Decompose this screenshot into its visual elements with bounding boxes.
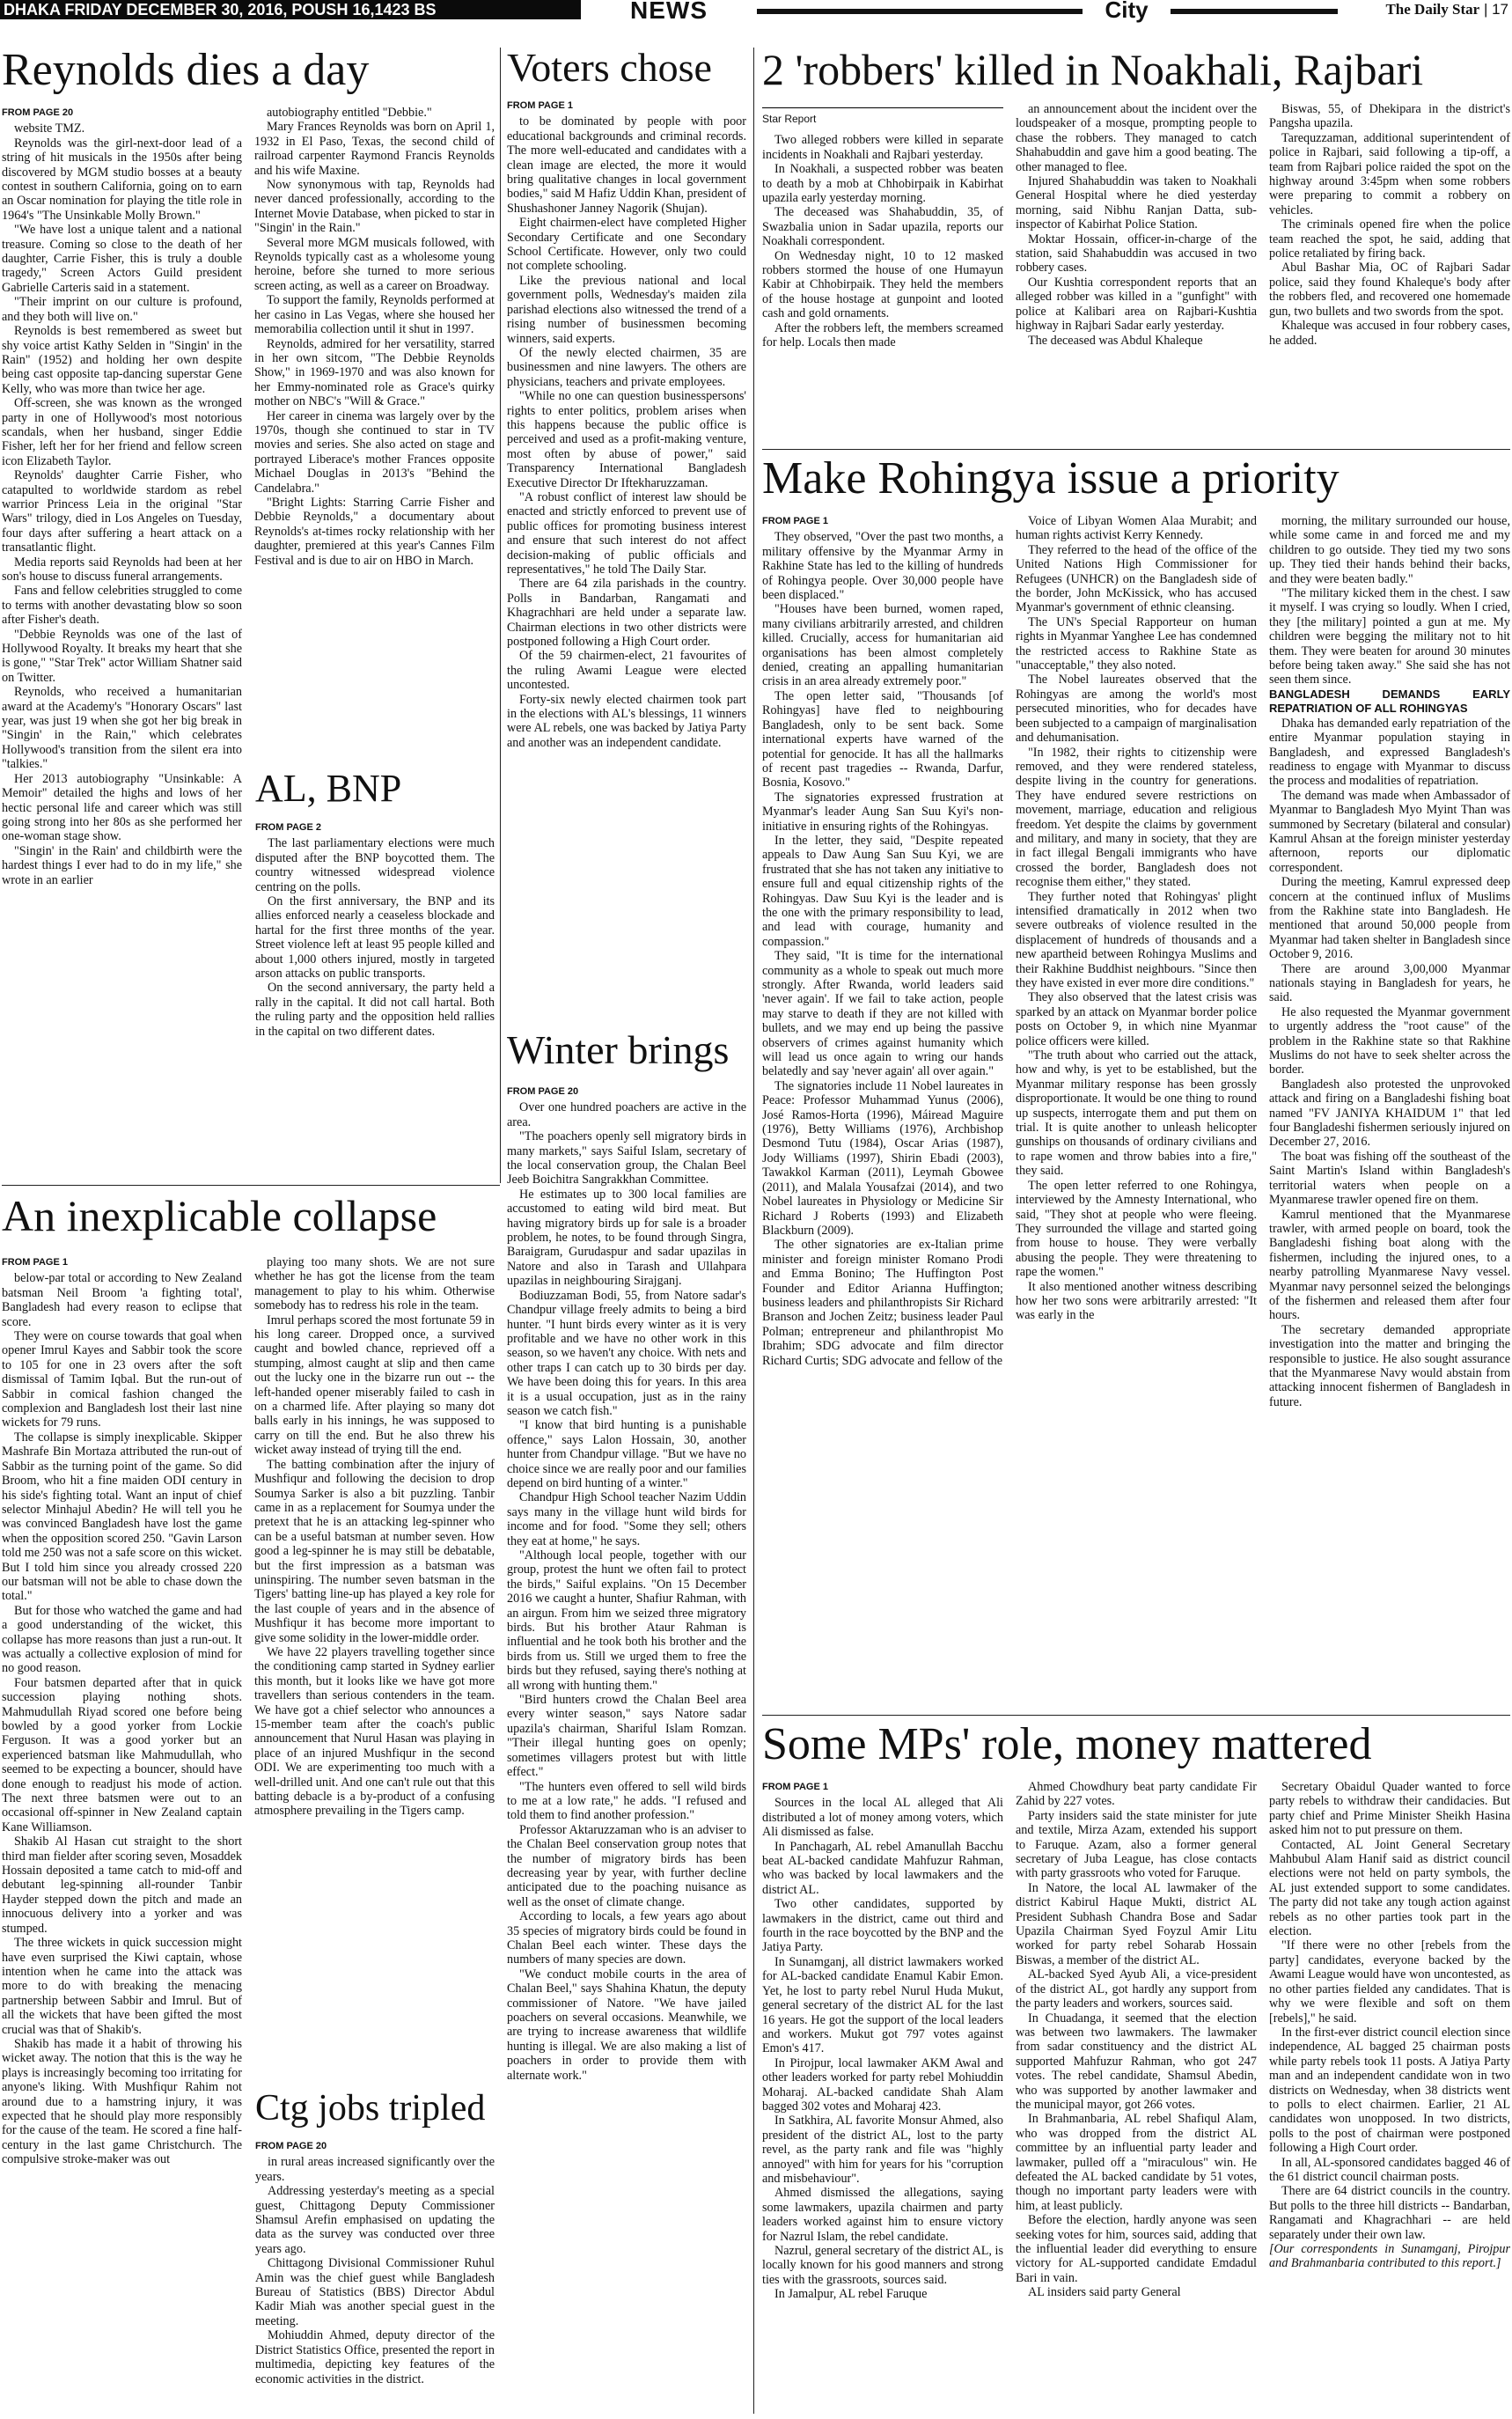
paragraph: Secretary Obaidul Quader wanted to force party rebels to withdraw their candidacies. But party chief and Prime Minister Sheikh Hasina asked him not to put pressure on them. xyxy=(1269,1780,1510,1838)
byline: Star Report xyxy=(762,107,1003,126)
paragraph: In all, AL-sponsored candidates bagged 46 of the 61 district council chairman posts. xyxy=(1269,2155,1510,2184)
jump-line: FROM PAGE 1 xyxy=(762,1782,828,1792)
jump-line: FROM PAGE 1 xyxy=(2,1257,68,1268)
paragraph: They also observed that the latest crisis was sparked by an attack on Myanmar border police posts on October 9, in which nine Myanmar police officers were killed. xyxy=(1016,990,1257,1048)
paragraph: Over one hundred poachers are active in the area. xyxy=(507,1100,746,1129)
paragraph: Reynolds, admired for her versatility, starred in her own sitcom, "The Debbie Reynolds Show," in 1969-1970 and was also known for her Emmy-nominated role as Grace's quirky mother on NBC's "Will & Grace." xyxy=(254,336,495,409)
column-body xyxy=(762,133,1003,349)
paragraph: Two alleged robbers were killed in separate incidents in Noakhali and Rajbari yesterday. xyxy=(762,133,1003,162)
paragraph: Four batsmen departed after that in quick succession playing nothing shots. Mahmudullah Riyad scored one before being bowled by a good yorker from Lockie Ferguson. It was a good yorker but an experienced batsman like Mahmudullah, who seemed to be expecting a bouncer, should have done enough to readjust his mode of action. The next three batsmen were out to an occasional off-spinner in New Zealand captain Kane Williamson. xyxy=(2,1675,242,1834)
paragraph: During the meeting, Kamrul expressed deep concern at the continued influx of Muslims from the Rakhine state into Bangladesh. He mentioned that around 50,000 people from Myanmar had taken shelter in Bangladesh since October 9, 2016. xyxy=(1269,875,1510,962)
article-column xyxy=(507,1085,746,2083)
paragraph: Kamrul mentioned that the Myanmarese trawler, with armed people on board, took the Bangladeshi fishing boat along with the fishermen, including the injured ones, to a nearby patrolling Myanmarese Navy vessel. Myanmar navy personnel seized the belongings of the fishermen and released them after four hours. xyxy=(1269,1207,1510,1323)
section-rule xyxy=(2,1185,500,1186)
paragraph: website TMZ. xyxy=(14,121,85,136)
paragraph: AL insiders said party General xyxy=(1028,2285,1181,2300)
paragraph: "If there were no other [rebels from the party] candidates, everyone backed by the Awami League would have won uncontested, as no other parties fielded any candidates. That is why we were flexible and soft on them [rebels]," he said. xyxy=(1269,1938,1510,2026)
paragraph: In Noakhali, a suspected robber was beaten to death by a mob at Chhobirpaik in Kabirhat upazila early yesterday morning. xyxy=(762,162,1003,206)
paragraph: Reynolds, who received a humanitarian award at the Academy's "Honorary Oscars" last year, was just 19 when she got her big break in "Singin' in the Rain," which celebrates Hollywood's transition from the silent era into "talkies." xyxy=(2,685,242,772)
header-rule xyxy=(757,9,1083,14)
paragraph: The demand was made when Ambassador of Myanmar to Bangladesh Myo Myint Than was summoned by Secretary (bilateral and consular) Kamrul Ahsan at the foreign minister yesterday afternoon, reports our diplomatic correspondent. xyxy=(1269,788,1510,875)
article-column xyxy=(1269,102,1510,350)
paragraph: The deceased was Abdul Khaleque xyxy=(1028,333,1203,348)
paragraph: On the second anniversary, the party held a rally in the capital. It did not call hartal. Both the ruling party and the opposition held rallies in the capital on two different dates. xyxy=(255,981,495,1039)
paragraph: to be dominated by people with poor educational backgrounds and criminal records. The more well-educated and candidates with a clean image are elected, the more it would bring qualitative changes in local government bodies," said M Hafiz Uddin Khan, president of Shushashoner Janney Nagorik (Shujan). xyxy=(507,114,746,216)
paragraph: Of the newly elected chairmen, 35 are businessmen and nine lawyers. The others are physicians, teachers and private employees. xyxy=(507,345,746,389)
paragraph: In Brahmanbaria, AL rebel Shafiqul Alam, who was dropped from the district AL committee by an influential party leader and lawmaker, pulled off a "miraculous" win. He defeated the AL backed candidate by 51 votes, though no important party leaders were with him, at least publicly. xyxy=(1016,2112,1257,2213)
article-robbers xyxy=(762,48,1510,445)
paragraph: In Jamalpur, AL rebel Faruque xyxy=(774,2287,928,2302)
paragraph: In Natore, the local AL lawmaker of the district Kabirul Haque Mukti, district AL President Subhash Chandra Bose and Sadar Upazila Chairman Syed Foyzul Amir Litu worked for party rebel Soharab Hossain Biswas, a member of the district AL. xyxy=(1016,1880,1257,1967)
paragraph: There are around 3,00,000 Myanmar nationals staying in Bangladesh for years, he said. xyxy=(1269,961,1510,1005)
paragraph: Two other candidates, supported by lawmakers in the district, came out third and fourth in the race boycotted by the BNP and the Jatiya Party. xyxy=(762,1897,1003,1955)
paragraph: "We have lost a unique talent and a national treasure. Coming so close to the death of her daughter, Carrie Fisher, this is truly a double tragedy," Screen Actors Guild president Gabrielle Carteris said in a statement. xyxy=(2,223,242,295)
paragraph: The signatories include 11 Nobel laureates in Peace: Professor Muhammad Yunus (2006), José Ramos-Horta (1996), Máiread Maguire (1976), Betty Williams (1976), Archbishop Desmond Tutu (1984), Oscar Arias (1987), Jody Williams (1997), Shirin Ebadi (2003), Tawakkol Karman (2011), Leymah Gbowee (2011), and Malala Yousafzai (2014), and two Nobel laureates in Physiology or Medicine Sir Richard J Roberts (1993) and Elizabeth Blackburn (2009). xyxy=(762,1078,1003,1238)
paragraph: Reynolds was the girl-next-door lead of a string of hit musicals in the 1950s after being discovered by MGM studio bosses at a beauty contest in southern California, going on to earn an Oscar nomination for playing the title role in 1964's "The Unsinkable Molly Brown." xyxy=(2,136,242,223)
subheading: BANGLADESH DEMANDS EARLY REPATRIATION OF ALL ROHINGYAS xyxy=(1269,687,1510,716)
paragraph: Biswas, 55, of Dhekipara in the district's Pangsha upazila. xyxy=(1269,102,1510,131)
paragraph: morning, the military surrounded our house, while some came in and forced me and my children to go outside. They tied my two sons up. They tied their hands behind their backs, and they were beaten badly." xyxy=(1269,514,1510,586)
header-rule-2 xyxy=(1171,9,1338,14)
article-column xyxy=(254,1255,495,2167)
paragraph: We have 22 players travelling together since the conditioning camp started in Sydney earlier this month, but it looks like we have got more travellers than serious contenders in the team. We have got a chief selector who announces a 15-member team after the coach's public announcement that Nurul Hasan was playing in place of an injured Mushfiqur in the second ODI. We are experimenting too much with a well-drilled unit. And one can't rule out that this batting debacle is a by-product of a confusing atmosphere prevailing in the Tigers camp. xyxy=(254,1644,495,1819)
column-rule xyxy=(753,48,754,2414)
article-column xyxy=(1016,514,1257,1409)
paragraph: The deceased was Shahabuddin, 35, of Swazbalia union in Sadar upazila, reports our Noakhali correspondent. xyxy=(762,205,1003,249)
paragraph: According to locals, a few years ago about 35 species of migratory birds could be found in Chalan Beel each winter. These days the numbers of many species are down. xyxy=(507,1909,746,1967)
paragraph: Eight chairmen-elect have completed Higher Secondary Certificate and one Secondary School Certificate. However, only two could not complete schooling. xyxy=(507,216,746,274)
section-rule xyxy=(762,449,1510,450)
paragraph: They observed, "Over the past two months, a military offensive by the Myanmar Army in Rakhine State has led to the killing of hundreds of Rohingya people. Over 30,000 people have been displaced." xyxy=(762,530,1003,603)
city-label: City xyxy=(1105,0,1149,23)
paragraph: The three wickets in quick succession might have even surprised the Kiwi captain, whose intention when he came into the attack was more to do with breaking the menacing partnership between Sabbir and Imrul. But of all the wickets that have been gifted the most crucial was that of Shakib's. xyxy=(2,1936,242,2037)
jump-line: FROM PAGE 20 xyxy=(507,1086,579,1097)
paragraph: "Bird hunters crowd the Chalan Beel area every winter season," says Natore sadar upazila's chairman, Shariful Islam Romzan. "Their illegal hunting goes on openly; sometimes villagers protest but with little effect." xyxy=(507,1693,746,1780)
paragraph: Like the previous national and local government polls, Wednesday's maiden zila parishad elections also witnessed the trend of a rising number of businessmen becoming winners, said experts. xyxy=(507,273,746,346)
paragraph: The last parliamentary elections were much disputed after the BNP boycotted them. The country witnessed widespread violence centring on the polls. xyxy=(255,836,495,894)
masthead-right xyxy=(1338,0,1512,19)
paragraph: Dhaka has demanded early repatriation of the entire Myanmar population staying in Bangladesh, and expressed Bangladesh's readiness to engage with Myanmar to discuss the process and modalities of repatriation. xyxy=(1269,716,1510,789)
page-header xyxy=(0,0,1512,24)
paragraph: Chittagong Divisional Commissioner Ruhul Amin was the chief guest while Bangladesh Bureau of Statistics (BBS) Director Abdul Kadir Miah was another special guest in the meeting. xyxy=(255,2256,495,2328)
paragraph: There are 64 district councils in the country. But polls to the three hill districts -- Bandarban, Rangamati and Khagrachhari -- are held separately under their own law. xyxy=(1269,2184,1510,2242)
paragraph: The secretary demanded appropriate investigation into the matter and bringing the responsible to justice. He also sought assurance that the Myanmarese Navy would abstain from attacking innocent fishermen of Bangladesh in future. xyxy=(1269,1322,1510,1409)
paragraph: Party insiders said the state minister for jute and textile, Mirza Azam, extended his support to Faruque. Azam, also a former general secretary of Juba League, has close contacts with party grassroots who voted for Faruque. xyxy=(1016,1808,1257,1881)
paragraph: "A robust conflict of interest law should be enacted and strictly enforced to prevent use of public offices for promoting business interest and ensure that such interest do not affect decision-making of public officials and representatives," he told The Daily Star. xyxy=(507,489,746,577)
paragraph: Mohiuddin Ahmed, deputy director of the District Statistics Office, presented the report in multimedia, depicting key features of the economic activities in the district. xyxy=(255,2328,495,2386)
paragraph: In the letter, they said, "Despite repeated appeals to Daw Aung San Suu Kyi, we are frustrated that she has not taken any initiative to ensure full and equal citizenship rights of the Rohingyas. Daw Suu Kyi is the leader and is the one with the primary responsibility to lead, and lead with courage, humanity and compassion." xyxy=(762,833,1003,949)
article-column xyxy=(1269,1780,1510,2302)
dateline-bar: DHAKA FRIDAY DECEMBER 30, 2016, POUSH 16,1423 BS xyxy=(0,0,581,19)
paragraph: In Sunamganj, all district lawmakers worked for AL-backed candidate Enamul Kabir Emon. Yet, he lost to party rebel Nurul Huda Mukut, general secretary of the district AL for the last 16 years. He got the support of the local leaders and workers. Mukut got 797 votes against Emon's 417. xyxy=(762,1954,1003,2056)
paragraph: Fans and fellow celebrities struggled to come to terms with another devastating blow so soon after Fisher's death. xyxy=(2,584,242,628)
paragraph: After the robbers left, the members screamed for help. Locals then made xyxy=(762,320,1003,350)
paragraph: Bodiuzzaman Bodi, 55, from Natore sadar's Chandpur village freely admits to being a bird hunter. "I hunt birds every winter as it is very profitable and we have no other work in this season, so we haven't any choice. With nets and other traps I can catch up to 30 birds per day. We have been doing this for years. In this area it is a usual occupation, just as in the rainy season we catch fish." xyxy=(507,1288,746,1418)
paragraph: There are 64 zila parishads in the country. Polls in Bandarban, Rangamati and Khagrachhari are held under a separate law. Chairman elections in two other districts were postponed following a High Court order. xyxy=(507,577,746,650)
article-column xyxy=(255,820,495,1039)
paragraph: Tarequzzaman, additional superintendent of police in Rajbari, said following a tip-off, a team from Rajbari police raided the spot on the highway around 3:45pm when some robbers were preparing to commit a robbery on vehicles. xyxy=(1269,130,1510,217)
paragraph: Ahmed Chowdhury beat party candidate Fir Zahid by 227 votes. xyxy=(1016,1780,1257,1809)
article-rohingya xyxy=(762,456,1510,1710)
paragraph: Ahmed dismissed the allegations, saying some lawmakers, upazila chairmen and party leaders worked against him to ensure victory for Nazrul Islam, the rebel candidate. xyxy=(762,2186,1003,2244)
paragraph: But for those who watched the game and had a good understanding of the wicket, this collapse has more reasons than just a run-out. It was actually a collective explosion of mind for no good reason. xyxy=(2,1603,242,1676)
paragraph: On Wednesday night, 10 to 12 masked robbers stormed the house of one Humayun Kabir at Chhobirpaik. They held the members of the house hostage at gunpoint and looted cash and gold ornaments. xyxy=(762,248,1003,321)
article-mps xyxy=(762,1722,1510,2414)
jump-line: FROM PAGE 1 xyxy=(507,100,573,111)
paragraph: They referred to the head of the office of the United Nations High Commissioner for Refugees (UNHCR) on the Bangladesh side of the border, John McKissick, who has accused Myanmar's government of ethnic cleansing. xyxy=(1016,542,1257,615)
paragraph: Addressing yesterday's meeting as a special guest, Chittagong Deputy Commissioner Shamsul Arefin emphasised on updating the data as the survey was conducted over three years ago. xyxy=(255,2184,495,2256)
paragraph: below-par total or according to New Zealand batsman Neil Broom 'a fighting total', Bangladesh had every reason to eclipse that score. xyxy=(2,1271,242,1329)
paragraph: The batting combination after the injury of Mushfiqur and following the decision to drop Soumya Sarker is also a bit puzzling. Tanbir came in as a replacement for Soumya under the pretext that he is an attacking leg-spinner who can be a useful batsman at number seven. How good a leg-spinner he is may still be debatable, but the first impression as a batsman was uninspiring. The number seven batsman in the Tigers' batting line-up has played a key role for the last couple of years and in the absence of Mushfiqur it has become more important to give some solidity in the lower-middle order. xyxy=(254,1457,495,1645)
paragraph: Sources in the local AL alleged that Ali distributed a lot of money among voters, which Ali dismissed as false. xyxy=(762,1796,1003,1840)
article-ctg xyxy=(255,2086,495,2414)
paragraph: It also mentioned another witness describing how her two sons were arbitrarily arrested: "It was early in the xyxy=(1016,1279,1257,1323)
article-column xyxy=(1269,514,1510,1409)
paragraph: Imrul perhaps scored the most fortunate 59 in his long career. Dropped once, a survived caught and bowled chance, reprieved off a stumping, almost caught at slip and then came out the lucky one in the bizarre run out -- the left-handed opener miserably failed to cash in on a charmed life. After playing so many dot balls early in his innings, he was supposed to carry on till the end. But he also threw his wicket away instead of trying till the end. xyxy=(254,1312,495,1458)
article-column xyxy=(1016,1780,1257,2302)
headline: Voters chose xyxy=(507,48,712,90)
paragraph: an announcement about the incident over the loudspeaker of a mosque, prompting people to chase the robbers. They managed to catch Shahabuddin and gave him a good beating. The other managed to flee. xyxy=(1016,102,1257,174)
paragraph: Several more MGM musicals followed, with Reynolds typically cast as a wholesome young heroine, before she turned to more serious screen acting, as well as a career on Broadway. xyxy=(254,235,495,293)
paragraph: Media reports said Reynolds had been at her son's house to discuss funeral arrangements. xyxy=(2,555,242,584)
paragraph: Of the 59 chairmen-elect, 21 favourites of the ruling Awami League were elected uncontested. xyxy=(507,649,746,693)
paragraph: "The hunters even offered to sell wild birds to me at a low rate," he adds. "I refused and told them to find another profession." xyxy=(507,1779,746,1823)
paragraph: In Satkhira, AL favorite Monsur Ahmed, also president of the district AL, lost to the party revel, as the party rank and file was "highly annoyed" with him for years for his "corruption and misbehaviour". xyxy=(762,2114,1003,2186)
paragraph: Professor Aktaruzzaman who is an adviser to the Chalan Beel conservation group notes that the number of migratory birds has been decreasing year by year, with further decline anticipated due to the poaching nuisance as well as the onset of climate change. xyxy=(507,1822,746,1909)
section-title: NEWS xyxy=(630,0,708,24)
headline: Ctg jobs tripled xyxy=(255,2090,486,2129)
paragraph: The criminals opened fire when the police team reached the spot, he said, adding that police retaliated by firing back. xyxy=(1269,217,1510,261)
jump-line: FROM PAGE 20 xyxy=(2,107,74,118)
paragraph: Forty-six newly elected chairmen took part in the elections with AL's blessings, 11 winners were AL rebels, one was backed by Jatiya Party and another was an independent candidate. xyxy=(507,692,746,750)
paragraph: "While no one can question businesspersons' rights to enter politics, problem arises when this happens because the public office is perceived and used as a profit-making venture, most often by abuse of power," said Transparency International Bangladesh Executive Director Dr Iftekharuzzaman. xyxy=(507,389,746,490)
headline: Make Rohingya issue a priority xyxy=(762,456,1340,504)
paragraph: Shakib Al Hasan cut straight to the short third man fielder after scoring seven, Mosaddek Hossain deposited a tame catch to mid-off and debutant leg-spinning all-rounder Tanbir Hayder stepped down the pitch and made an innocuous delivery into a yorker and was stumped. xyxy=(2,1834,242,1936)
paragraph: In Panchagarh, AL rebel Amanullah Bacchu beat AL-backed candidate Mahfuzur Rahman, who was backed by local lawmakers and the district AL. xyxy=(762,1839,1003,1897)
paragraph: Her 2013 autobiography "Unsinkable: A Memoir" detailed the highs and lows of her hectic personal life and career which was still going strong into her 80s as she performed her one-woman stage show. xyxy=(2,771,242,844)
headline: Winter brings xyxy=(507,1030,730,1072)
paragraph: Khaleque was accused in four robbery cases, he added. xyxy=(1269,319,1510,348)
headline: Some MPs' role, money mattered xyxy=(762,1722,1372,1769)
paragraph: "Their imprint on our culture is profound, and they both will live on." xyxy=(2,295,242,324)
paragraph: Voice of Libyan Women Alaa Murabit; and human rights activist Kerry Kennedy. xyxy=(1016,514,1257,543)
paragraph: In Chuadanga, it seemed that the election was between two lawmakers. The lawmaker from sadar constituency and the district AL supported Mahfuzur Rahman, who got 247 votes. The rebel candidate, Shamsul Abedin, who was supported by another lawmaker and the municipal mayor, got 266 votes. xyxy=(1016,2011,1257,2112)
paragraph: Chandpur High School teacher Nazim Uddin says many in the village hunt wild birds for income and for food. "Some they sell; others they eat at home," he says. xyxy=(507,1490,746,1548)
headline: 2 'robbers' killed in Noakhali, Rajbari xyxy=(762,48,1424,94)
paragraph: The other signatories are ex-Italian prime minister and foreign minister Romano Prodi and Emma Bonino; The Huffington Post Founder and Editor Arianna Huffington; business leaders and philanthropists Sir Richard Branson and Jochen Zeitz; business leader Paul Polman; entrepreneur and philanthropist Mo Ibrahim; SDG advocate and film director Richard Curtis; SDG advocate and fellow of the xyxy=(762,1238,1003,1368)
paragraph: The open letter referred to one Rohingya, interviewed by the Amnesty International, who said, "They shot at people who were fleeing. They surrounded the village and started going from house to house. They were verbally abusing the people. They were threatening to rape the women." xyxy=(1016,1178,1257,1280)
paragraph: "We conduct mobile courts in the area of Chalan Beel," says Shahina Khatun, the deputy commissioner of Natore. "We have jailed poachers on several occasions. Meanwhile, we are trying to increase awareness that wildlife hunting is illegal. We are also making a list of poachers in order to provide them with alternate work." xyxy=(507,1967,746,2083)
contributor-note: [Our correspondents in Sunamganj, Pirojpur and Brahmanbaria contributed to this report.] xyxy=(1269,2242,1510,2271)
page-number: | 17 xyxy=(1483,1,1508,18)
article-column xyxy=(762,514,1003,1409)
headline: AL, BNP xyxy=(255,769,402,810)
paragraph: Abul Bashar Mia, OC of Rajbari Sadar police, said they found Khaleque's body after the robbers fled, and recovered one homemade gun, two bullets and two swords from the spot. xyxy=(1269,261,1510,319)
article-column xyxy=(2,106,242,887)
jump-line: FROM PAGE 1 xyxy=(762,516,828,526)
paragraph: Contacted, AL Joint General Secretary Mahbubul Alam Hanif said as district council elections were not held on party symbols, the AL just extended support to some candidates. The party did not take any tough action against rebels as no other parties took part in the election. xyxy=(1269,1837,1510,1939)
paragraph: Shakib has made it a habit of throwing his wicket away. The notion that this is the way he plays is increasingly becoming too irritating for anyone's liking. With Mushfiqur Rahim not around due to a hamstring injury, it was expected that he should play more responsibly for the cause of the team. He scored a fine half-century in the last game Christchurch. The compulsive stroke-maker was out xyxy=(2,2036,242,2167)
article-column xyxy=(1016,102,1257,350)
paragraph: Injured Shahabuddin was taken to Noakhali General Hospital where he died yesterday morning, said Nibhu Ranjan Datta, sub-inspector of Kabirhat Police Station. xyxy=(1016,174,1257,232)
paragraph: Reynolds is best remembered as sweet but shy voice artist Kathy Selden in "Singin' in the Rain" (1952) and holding her own despite being cast opposite tap-dancing superstar Gene Kelly, who was more than twice her age. xyxy=(2,324,242,396)
paragraph: To support the family, Reynolds performed at her casino in Las Vegas, where she housed her memorabilia collection until it shut in 1997. xyxy=(254,293,495,337)
paragraph: They further noted that Rohingyas' plight intensified dramatically in 2012 when two severe outbreaks of violence resulted in the displacement of hundreds of thousands and a new apartheid between Rohingya Muslims and their Rakhine Buddhist neighbours. "Since then they have existed in ever more dire conditions." xyxy=(1016,889,1257,990)
paragraph: Moktar Hossain, officer-in-charge of the station, said Shahabuddin was accused in two robbery cases. xyxy=(1016,232,1257,276)
paragraph: "Singin' in the Rain' and childbirth were the hardest things I ever had to do in my life," she wrote in an earlier xyxy=(2,843,242,887)
paragraph: "The poachers openly sell migratory birds in many markets," says Saiful Islam, secretary of the local conservation group, the Chalan Beel Jeeb Boichitra Sangrakkhan Committee. xyxy=(507,1129,746,1187)
paragraph: in rural areas increased significantly over the years. xyxy=(255,2155,495,2184)
paragraph: They were on course towards that goal when opener Imrul Kayes and Sabbir took the score to 105 for one in 23 overs after the soft dismissal of Tamim Iqbal. But the run-out of Sabbir in comical fashion changed the complexion and Bangladesh lost their last nine wickets for 79 runs. xyxy=(2,1329,242,1430)
headline: Reynolds dies a day xyxy=(2,48,370,95)
article-al-bnp xyxy=(255,766,495,1162)
article-voters xyxy=(507,48,746,1025)
paragraph: In the first-ever district council election since independence, AL bagged 25 chairman posts while party rebels took 11 posts. A Jatiya Party man and an independent candidate won in two districts on Wednesday, when 38 districts went to polls to elect chairmen. Earlier, 21 AL candidates won unopposed. In two districts, polls to the post of chairman were postponed following a High Court order. xyxy=(1269,2025,1510,2156)
paragraph: He also requested the Myanmar government to urgently address the "root cause" of the problem in the Rakhine state so that Rakhine Muslims do not have to seek shelter across the border. xyxy=(1269,1004,1510,1077)
newspaper-logo: The Daily Star xyxy=(1385,1,1480,18)
jump-line: FROM PAGE 2 xyxy=(255,822,321,833)
jump-line: FROM PAGE 20 xyxy=(255,2141,327,2151)
paragraph: "In 1982, their rights to citizenship were removed, and they were rendered stateless, despite living in the country for generations. They have endured severe restrictions on movement, marriage, education and religious freedom. Yet despite the claims by government and military, and many in society, that they are in fact illegal Bengali immigrants who have crossed the border, Bangladesh does not recognise them either," they stated. xyxy=(1016,745,1257,890)
article-column xyxy=(2,1255,242,2167)
paragraph: "The military kicked them in the chest. I saw it myself. I was crying so loudly. When I cried, they [the military] pointed a gun at me. My children were begging the military not to hit them. They were beaten for around 30 minutes before being taken away." She said she has not seen them since. xyxy=(1269,586,1510,687)
paragraph: "Bright Lights: Starring Carrie Fisher and Debbie Reynolds," a documentary about Reynolds's at-times rocky relationship with her daughter, premiered at this year's Cannes Film Festival and is due to air on HBO in March. xyxy=(254,495,495,568)
paragraph: Reynolds' daughter Carrie Fisher, who catapulted to worldwide stardom as rebel warrior Princess Leia in the original "Star Wars" trilogy, died in Los Angeles on Tuesday, four days after suffering a heart attack on a transatlantic flight. xyxy=(2,468,242,555)
paragraph: "Houses have been burned, women raped, many civilians arbitrarily arrested, and children killed. Crucially, access for humanitarian aid organisations has been almost completely denied, creating an appalling humanitarian crisis in an area already extremely poor." xyxy=(762,602,1003,689)
paragraph: Now synonymous with tap, Reynolds had never danced professionally, according to the Internet Movie Database, when picked to star in "Singin' in the Rain." xyxy=(254,178,495,236)
article-column xyxy=(255,2139,495,2386)
paragraph: The open letter said, "Thousands [of Rohingyas] have fled to neighbouring Bangladesh, only to be sent back. Some international experts have warned of the potential for genocide. It has all the hallmarks of recent past tragedies -- Rwanda, Darfur, Bosnia, Kosovo." xyxy=(762,688,1003,790)
paragraph: The UN's Special Rapporteur on human rights in Myanmar Yanghee Lee has condemned the restricted access to Rakhine State as "unacceptable," they also noted. xyxy=(1016,614,1257,673)
paragraph: "I know that bird hunting is a punishable offence," says Lalon Hossain, 30, another hunter from Chandpur village. "But we have no choice since we are really poor and our families depend on bird hunting of a winter." xyxy=(507,1418,746,1490)
paragraph: In Pirojpur, local lawmaker AKM Awal and other leaders worked for party rebel Mohiuddin Moharaj. AL-backed candidate Shah Alam bagged 302 votes and Moharaj 423. xyxy=(762,2055,1003,2114)
paragraph: Off-screen, she was known as the wronged party in one of Hollywood's most notorious scandals, when her husband, singer Eddie Fisher, left her for her friend and fellow screen icon Elizabeth Taylor. xyxy=(2,396,242,468)
paragraph: playing too many shots. We are not sure whether he has got the license from the team management to play to his whim. Otherwise somebody has to redress his role in the team. xyxy=(254,1255,495,1313)
paragraph: AL-backed Syed Ayub Ali, a vice-president of the district AL, got hardly any support from the party leaders and workers, sources said. xyxy=(1016,1967,1257,2011)
article-column xyxy=(507,99,746,750)
paragraph: "Debbie Reynolds was one of the last of Hollywood Royalty. It breaks my heart that she is gone," "Star Trek" actor William Shatner said on Twitter. xyxy=(2,627,242,685)
column-rule xyxy=(500,48,501,1183)
paragraph: Mary Frances Reynolds was born on April 1, 1932 in El Paso, Texas, the second child of railroad carpenter Raymond Francis Reynolds and his wife Maxine. xyxy=(254,120,495,178)
paragraph: The boat was fishing off the southeast of the Saint Martin's Island within Bangladesh's territorial waters when people on a Myanmarese trawler opened fire on them. xyxy=(1269,1149,1510,1208)
paragraph: Her career in cinema was largely over by the 1970s, though she continued to star in TV movies and series. She also acted on stage and portrayed Liberace's mother Frances opposite Michael Douglas in 2013's "Behind the Candelabra." xyxy=(254,408,495,496)
paragraph: The collapse is simply inexplicable. Skipper Mashrafe Bin Mortaza attributed the run-out of Sabbir as the turning point of the game. So did Broom, who hit a fine maiden ODI century in his side's fighting total. Want an input of chief selector Minhajul Abedin? He will tell you he was convinced Bangladesh have lost the game when the opposition scored 250. "Gavin Larson told me 250 was not a safe score on this wicket. But I told him since you already crossed 220 our batsman will not be able to chase down the total." xyxy=(2,1430,242,1604)
paragraph: On the first anniversary, the BNP and its allies enforced nearly a ceaseless blockade and hartal for the first three months of the year. Street violence left at least 95 people killed and about 1,000 others injured, mostly in targeted arson attacks on public transports. xyxy=(255,894,495,982)
paragraph: They said, "It is time for the international community as a whole to speak out much more strongly. After Rwanda, world leaders said 'never again'. If we fail to take action, people may starve to death if they are not killed with bullets, and we may end up being the passive observers of crimes against humanity which will lead us once again to wring our hands belatedly and say 'never again' all over again." xyxy=(762,949,1003,1079)
section-rule xyxy=(762,1715,1510,1716)
article-winter xyxy=(507,1030,746,2414)
paragraph: Before the election, hardly anyone was seen seeking votes for him, sources said, adding that the influential leader did everything to ensure victory for AL-supported candidate Emdadul Bari in vain. xyxy=(1016,2213,1257,2285)
paragraph: He estimates up to 300 local families are accustomed to eating wild bird meat. But having migratory birds up for sale is a broader problem, he notes, to be found through Singra, Baraigram, Gurudaspur and sadar upazilas in Natore and also in Tarash and Ullahpara upazilas in neighbouring Sirajganj. xyxy=(507,1187,746,1289)
article-column xyxy=(762,1780,1003,2302)
article-column xyxy=(762,102,1003,350)
paragraph: "The truth about who carried out the attack, how and why, is yet to be established, but the Myanmar military response has been grossly disproportionate. It would be one thing to round up suspects, interrogate them and put them on trial. It is quite another to unleash helicopter gunships on thousands of ordinary civilians and to rape women and throw babies into a fire," they said. xyxy=(1016,1048,1257,1179)
paragraph: Bangladesh also protested the unprovoked attack and firing on a Bangladeshi fishing boat named "FV JANIYA KHAIDUM 1" that led four Bangladeshi fishermen seriously injured on December 27, 2016. xyxy=(1269,1077,1510,1150)
paragraph: The Nobel laureates observed that the Rohingyas are among the world's most persecuted minorities, who for decades have been subjected to a campaign of marginalisation and dehumanisation. xyxy=(1016,673,1257,746)
paragraph: autobiography entitled "Debbie." xyxy=(267,106,432,120)
paragraph: "Although local people, together with our group, protest the hunt we often fail to protect the birds," Saiful explains. "On 15 December 2016 we caught a hunter, Shafiur Rahman, with an airgun. From him we seized three migratory birds. But his brother Ataur Rahman is influential and he took both his brother and the birds from us. Still we urged them to free the birds but they refused, saying there's nothing at all wrong with hunting them." xyxy=(507,1548,746,1693)
paragraph: Nazrul, general secretary of the district AL, is locally known for his good manners and strong ties with the grassroots, sources said. xyxy=(762,2244,1003,2287)
headline: An inexplicable collapse xyxy=(2,1194,437,1240)
paragraph: Our Kushtia correspondent reports that an alleged robber was killed in a "gunfight" with police at Kalibari area on Rajbari-Kushtia highway in Rajbari Sadar early yesterday. xyxy=(1016,275,1257,334)
paragraph: The signatories expressed frustration at Myanmar's leader Aung San Suu Kyi's non-initiative in ensuring rights of the Rohingyas. xyxy=(762,790,1003,834)
